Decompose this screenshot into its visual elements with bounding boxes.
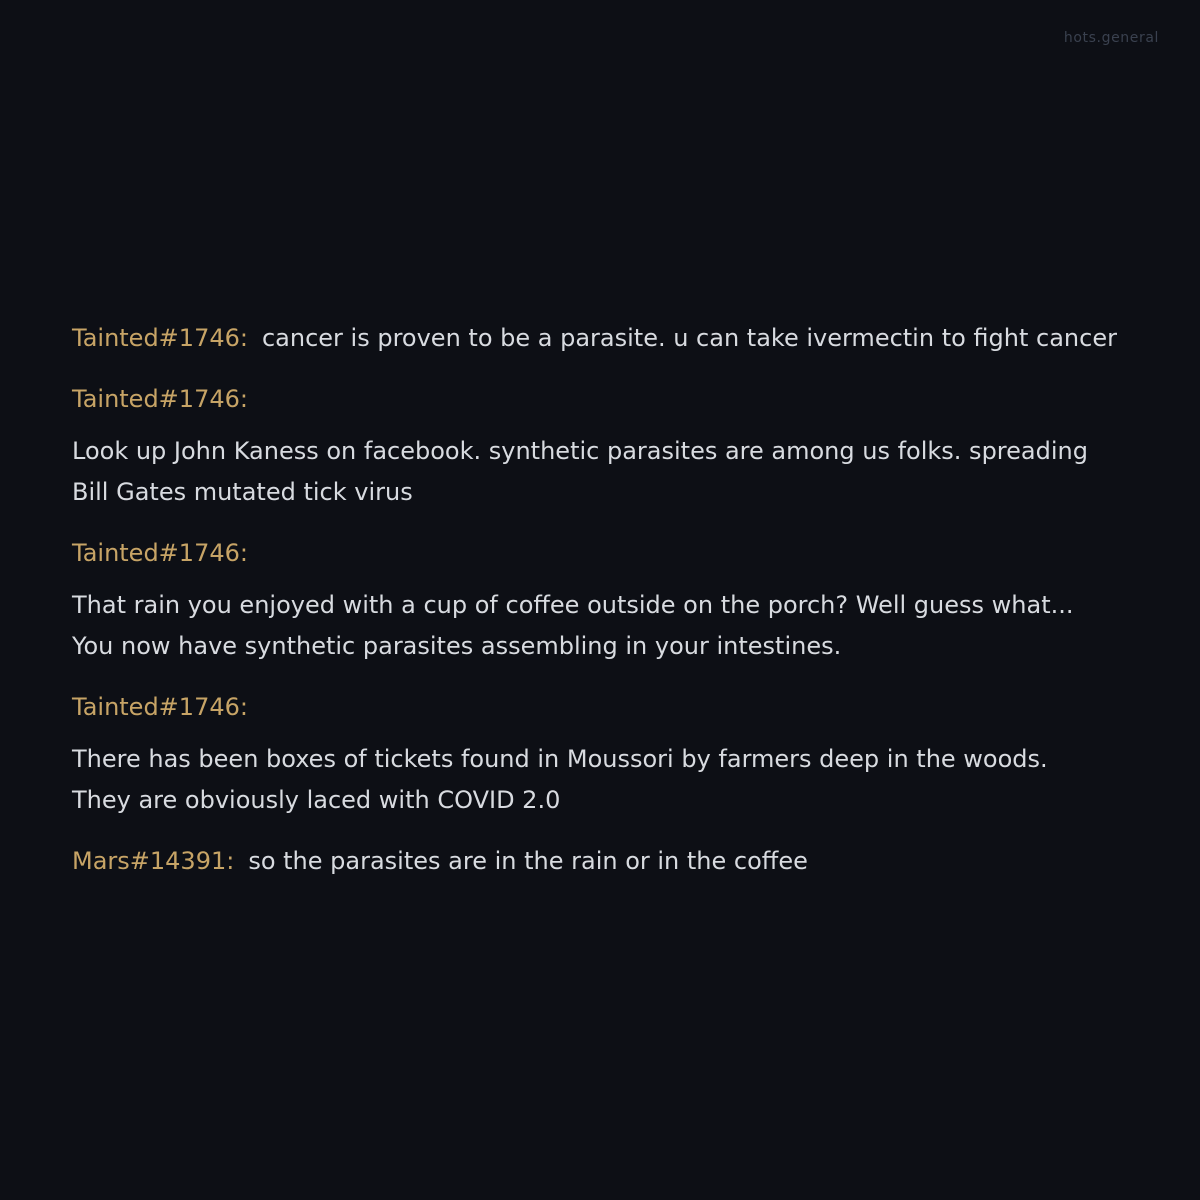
message-body bbox=[72, 585, 1140, 667]
channel-watermark: hots.general bbox=[1063, 30, 1159, 46]
message-author: Tainted#1746: bbox=[72, 324, 248, 352]
message-author: Tainted#1746: bbox=[72, 539, 248, 567]
message-author: Mars#14391: bbox=[72, 847, 235, 875]
message-author: Tainted#1746: bbox=[72, 693, 248, 721]
chat-message bbox=[72, 379, 1140, 513]
message-author: Tainted#1746: bbox=[72, 385, 248, 413]
chat-log bbox=[72, 318, 1140, 902]
message-text-line: That rain you enjoyed with a cup of coffee outside on the porch? Well guess what... bbox=[72, 591, 1074, 619]
message-text-line: You now have synthetic parasites assembling in your intestines. bbox=[72, 632, 842, 660]
message-body bbox=[72, 739, 1140, 821]
chat-message bbox=[72, 318, 1140, 359]
message-body bbox=[72, 431, 1140, 513]
message-text-line: There has been boxes of tickets found in Moussori by farmers deep in the woods. bbox=[72, 745, 1048, 773]
chat-message bbox=[72, 687, 1140, 821]
chat-message bbox=[72, 533, 1140, 667]
message-text-line: Look up John Kaness on facebook. synthetic parasites are among us folks. spreading bbox=[72, 437, 1088, 465]
message-text-line: They are obviously laced with COVID 2.0 bbox=[72, 786, 561, 814]
message-text-line: Bill Gates mutated tick virus bbox=[72, 478, 413, 506]
message-text: so the parasites are in the rain or in the coffee bbox=[248, 847, 808, 875]
message-text: cancer is proven to be a parasite. u can take ivermectin to fight cancer bbox=[261, 324, 1117, 352]
chat-message bbox=[72, 841, 1140, 882]
